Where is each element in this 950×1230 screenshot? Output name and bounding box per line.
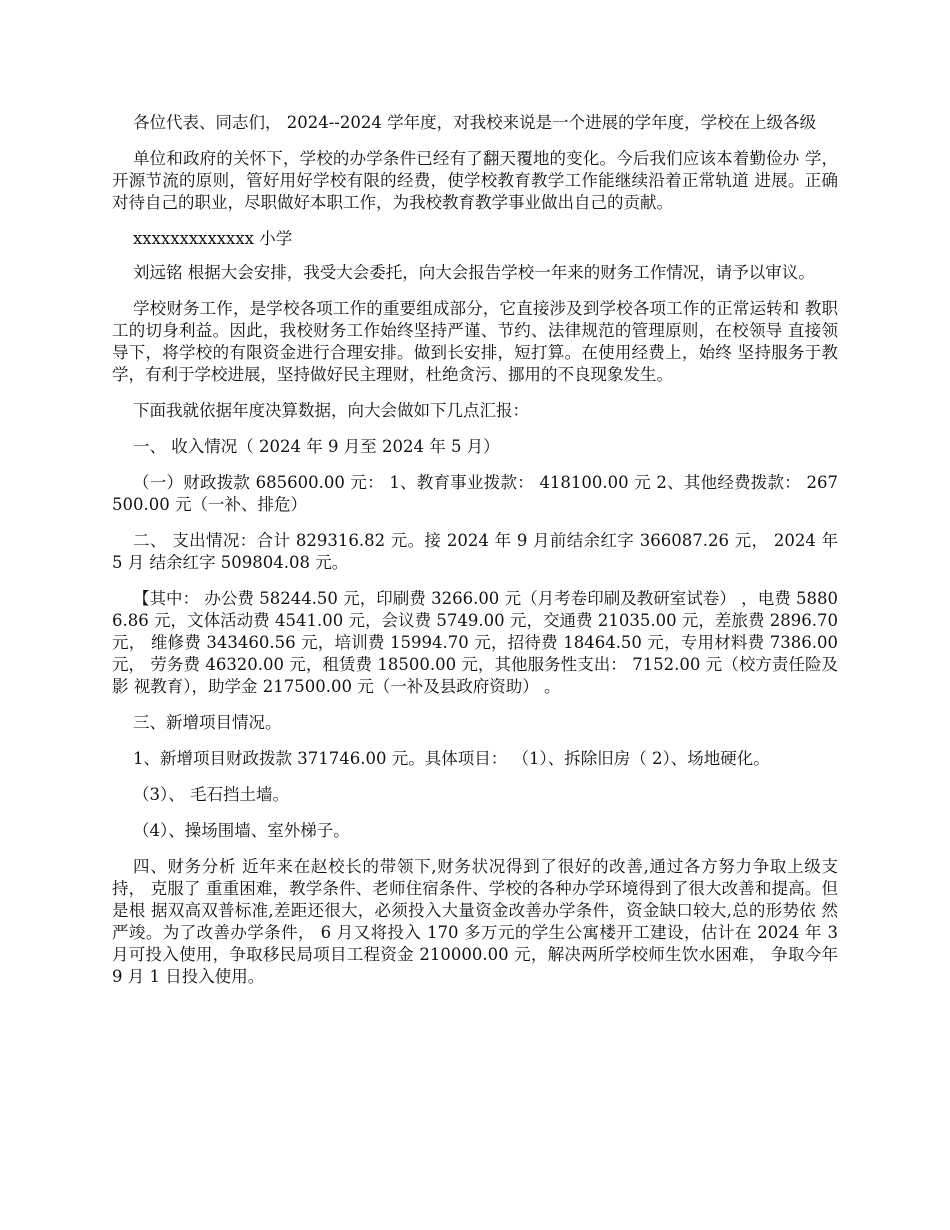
school-name: xxxxxxxxxxxxx 小学: [133, 229, 293, 248]
document-body: [112, 112, 838, 1002]
paragraph-expenditure: 二、 支出情况：合计 829316.82 元。接 2024 年 9 月前结余红字 366087.26 元， 2024 年 5 月 结余红字 509804.08 元。: [112, 531, 838, 572]
paragraph-expenditure-detail: 【其中： 办公费 58244.50 元，印刷费 3266.00 元（月考卷印刷及教研室试卷） ，电费 58806.86 元，文体活动费 4541.00 元，会议费 5749.00 元，交通费 21035.00 元，差旅费 2896.70 元， 维修费 343460.56 元，培训费 15994.70 元，招待费 18464.50 元，专用材料费 7386.00 元， 劳务费 46320.00 元，租赁费 18500.00 元，其他服务性支出： 7152.00 元（校方责任险及影 视教育），助学金 217500.00 元（一补及县政府资助） 。: [112, 589, 838, 696]
heading-new-projects: 三、新增项目情况。: [133, 713, 282, 732]
paragraph-income-detail: （一）财政拨款 685600.00 元： 1、教育事业拨款： 418100.00 元 2、其他经费拨款： 267500.00 元（一补、排危）: [112, 473, 838, 514]
paragraph-new-project-funding: 1、新增项目财政拨款 371746.00 元。具体项目： （1）、拆除旧房（ 2）、场地硬化。: [133, 749, 770, 768]
paragraph-opening: 各位代表、同志们， 2024--2024 学年度，对我校来说是一个进展的学年度，学校在上级各级: [133, 113, 817, 132]
paragraph-conditions: 单位和政府的关怀下，学校的办学条件已经有了翻天覆地的变化。今后我们应该本着勤俭办 学，开源节流的原则，管好用好学校有限的经费，使学校教育教学工作能继续沿着正常轨道 进展。正确对待自己的职业，尽职做好本职工作，为我校教育教学事业做出自己的贡献。: [112, 149, 838, 212]
paragraph-finance-overview: 学校财务工作，是学校各项工作的重要组成部分，它直接涉及到学校各项工作的正常运转和 教职工的切身利益。因此，我校财务工作始终坚持严谨、节约、法律规范的管理原则，在校领导 直接领导下，将学校的有限资金进行合理安排。做到长安排，短打算。在使用经费上，始终 坚持服务于教学，有利于学校进展，坚持做好民主理财，杜绝贪污、挪用的不良现象发生。: [112, 299, 838, 384]
paragraph-financial-analysis: 四、财务分析 近年来在赵校长的带领下,财务状况得到了很好的改善,通过各方努力争取上级支持， 克服了 重重困难，教学条件、老师住宿条件、学校的各种办学环境得到了很大改善和提高。但是根 据双高双普标准,差距还很大，必须投入大量资金改善办学条件，资金缺口较大,总的形势依 然严竣。为了改善办学条件， 6 月又将投入 170 多万元的学生公寓楼开工建设，估计在 2024 年 3 月可投入使用，争取移民局项目工程资金 210000.00 元，解决两所学校师生饮水困难， 争取今年 9 月 1 日投入使用。: [112, 857, 838, 986]
paragraph-project-item-3: （3）、 毛石挡土墙。: [133, 785, 289, 804]
heading-income: 一、 收入情况（ 2024 年 9 月至 2024 年 5 月）: [133, 437, 500, 456]
paragraph-reporter-intro: 刘远铭 根据大会安排，我受大会委托，向大会报告学校一年来的财务工作情况，请予以审议。: [133, 263, 815, 282]
paragraph-report-intro: 下面我就依据年度决算数据，向大会做如下几点汇报：: [133, 401, 529, 420]
paragraph-project-item-4: （4）、操场围墙、室外梯子。: [133, 821, 350, 840]
